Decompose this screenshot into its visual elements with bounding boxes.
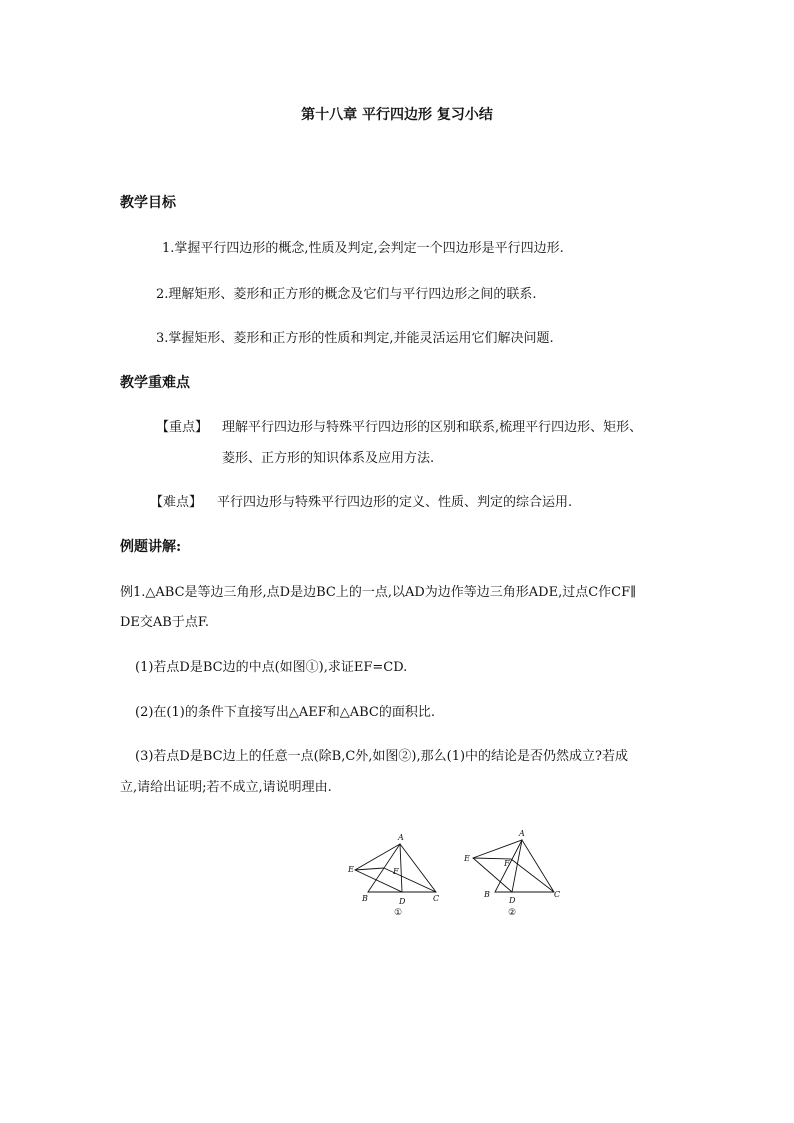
figure-2 [458, 826, 568, 922]
page-title: 第十八章 平行四边形 复习小结 [301, 107, 493, 123]
fig1-label-c: C [433, 894, 440, 903]
heading-teaching-goals: 教学目标 [120, 195, 176, 211]
key-point-text-line2: 菱形、正方形的知识体系及应用方法. [222, 451, 435, 466]
fig1-segment-ef [355, 868, 384, 870]
goal-item-2: 2.理解矩形、菱形和正方形的概念及它们与平行四边形之间的联系. [156, 287, 537, 302]
key-point-text-line1: 理解平行四边形与特殊平行四边形的区别和联系,梳理平行四边形、矩形、 [222, 420, 643, 435]
key-point-label: 【重点】 [156, 420, 209, 435]
goal-item-3: 3.掌握矩形、菱形和正方形的性质和判定,并能灵活运用它们解决问题. [156, 331, 554, 346]
question-3-line2: 立,请给出证明;若不成立,请说明理由. [120, 780, 332, 795]
heading-key-difficult: 教学重难点 [120, 375, 190, 391]
problem-text-line2: DE交AB于点F. [120, 615, 209, 630]
question-1: (1)若点D是BC边的中点(如图①),求证EF=CD. [135, 660, 408, 675]
fig2-label-d: D [509, 896, 516, 905]
question-3-line1: (3)若点D是BC边上的任意一点(除B,C外,如图②),那么(1)中的结论是否仍然成立?若成 [135, 749, 629, 764]
fig2-label-c: C [554, 890, 561, 899]
difficulty-label: 【难点】 [150, 495, 203, 510]
fig1-label-d: D [399, 897, 406, 906]
fig2-triangle-ade [473, 840, 522, 892]
fig2-label-a: A [519, 829, 525, 838]
fig1-label-a: A [398, 833, 404, 842]
fig2-segment-cf [511, 859, 554, 892]
goal-item-1: 1.掌握平行四边形的概念,性质及判定,会判定一个四边形是平行四边形. [162, 241, 564, 256]
heading-examples: 例题讲解: [120, 539, 182, 555]
question-2: (2)在(1)的条件下直接写出△AEF和△ABC的面积比. [135, 705, 435, 720]
fig2-label-b: B [484, 890, 490, 899]
fig1-label-b: B [362, 894, 368, 903]
fig1-label-f: F [393, 867, 399, 876]
fig1-caption: ① [394, 908, 403, 918]
fig2-label-f: F [504, 859, 510, 868]
fig1-segment-cf [384, 868, 436, 892]
fig2-caption: ② [508, 908, 517, 918]
fig1-label-e: E [348, 865, 354, 874]
difficulty-text: 平行四边形与特殊平行四边形的定义、性质、判定的综合运用. [217, 495, 573, 510]
figure-1 [340, 830, 450, 922]
fig2-label-e: E [464, 854, 470, 863]
problem-text-line1: 例1.△ABC是等边三角形,点D是边BC上的一点,以AD为边作等边三角形ADE,过点C作CF∥ [120, 585, 637, 600]
